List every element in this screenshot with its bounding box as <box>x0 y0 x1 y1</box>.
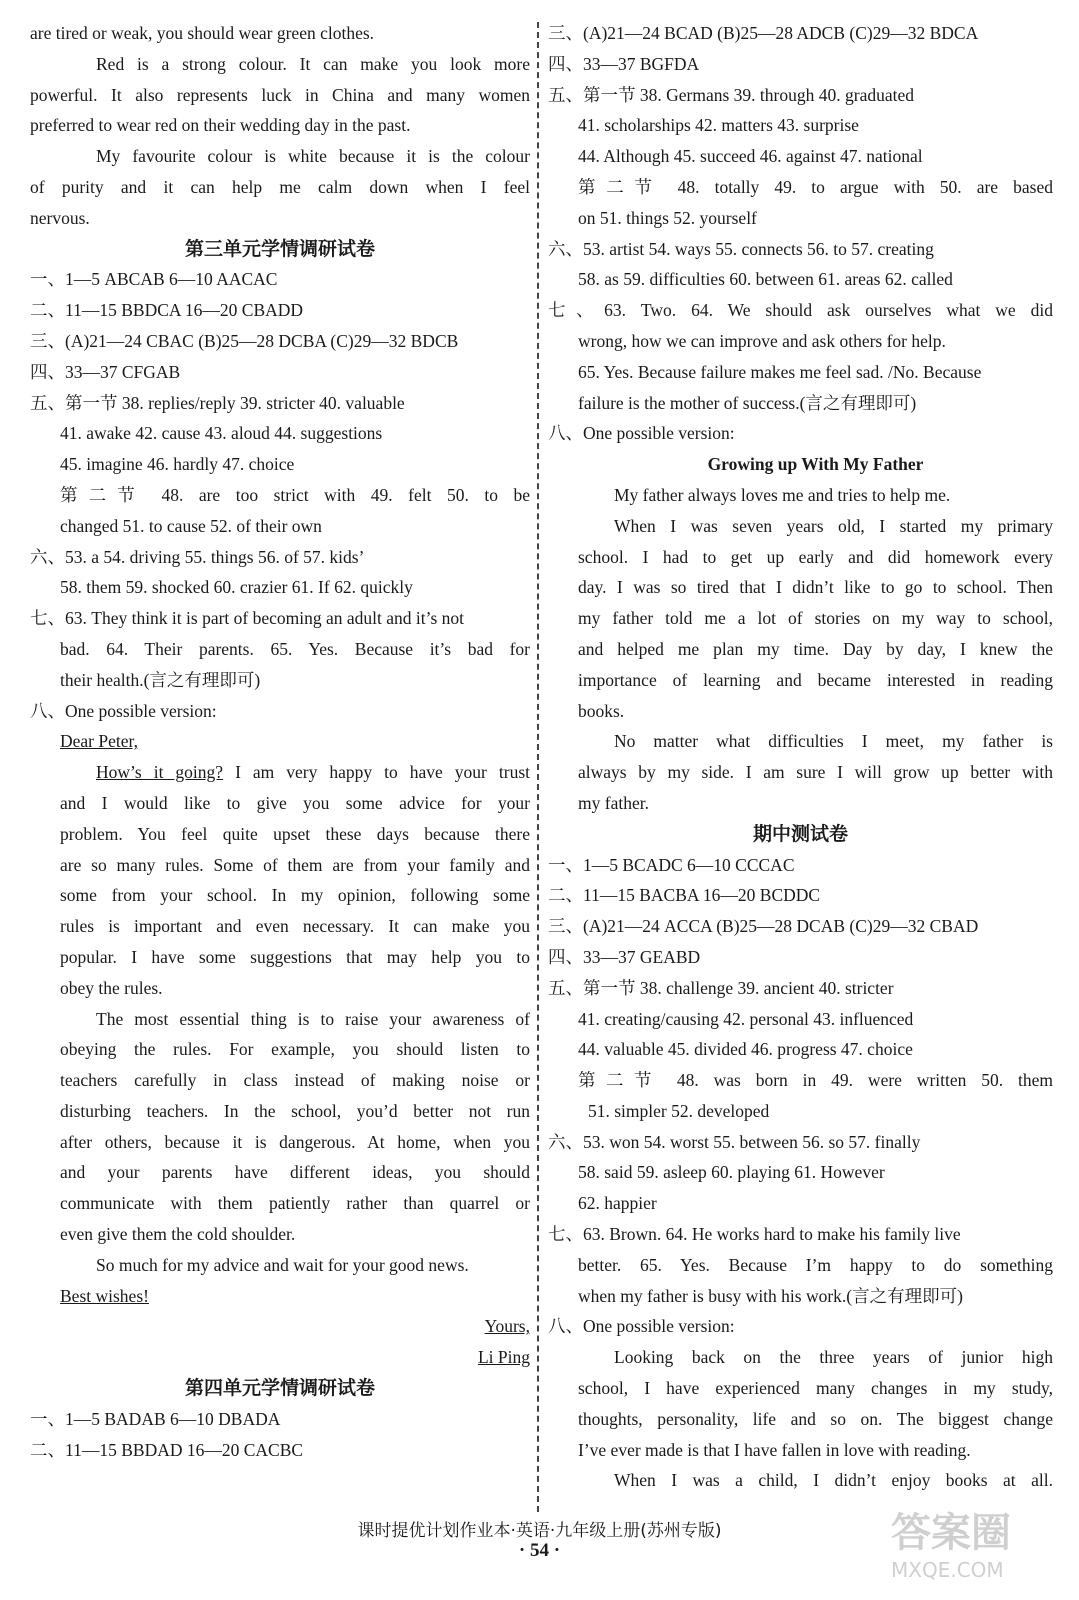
text-line: 二、11—15 BACBA 16—20 BCDDC <box>548 885 821 906</box>
column-divider <box>537 22 539 1512</box>
text-line: 第二节 48. totally 49. to argue with 50. are based <box>578 176 1053 197</box>
section-title: 第三单元学情调研试卷 <box>184 237 375 260</box>
text-line: 第二节 48. are too strict with 49. felt 50. to be <box>60 484 530 505</box>
text-line: and your parents have different ideas, you should <box>60 1162 530 1183</box>
text-line: 44. valuable 45. divided 46. progress 47. choice <box>578 1039 913 1060</box>
text-line: So much for my advice and wait for your good news. <box>96 1254 469 1275</box>
text-line: bad. 64. Their parents. 65. Yes. Because it’s bad for <box>60 638 530 659</box>
text-line: popular. I have some suggestions that may help you to <box>60 946 530 967</box>
text-line: rules is important and even necessary. It can make you <box>60 916 530 937</box>
text-line: 五、第一节 38. challenge 39. ancient 40. stricter <box>548 977 894 998</box>
text-line: 41. creating/causing 42. personal 43. influenced <box>578 1008 914 1029</box>
text-line: 一、1—5 BADAB 6—10 DBADA <box>30 1408 281 1429</box>
text-line: 三、(A)21—24 CBAC (B)25—28 DCBA (C)29—32 BDCB <box>30 330 459 351</box>
text-line: after others, because it is dangerous. At home, when you <box>60 1131 530 1152</box>
text-line: 五、第一节 38. replies/reply 39. stricter 40. valuable <box>30 392 405 413</box>
text-line: When I was a child, I didn’t enjoy books at all. <box>614 1470 1053 1491</box>
text-line: wrong, how we can improve and ask others for help. <box>578 330 946 351</box>
text-line: 六、53. a 54. driving 55. things 56. of 57. kids’ <box>30 546 365 567</box>
text-line: of purity and it can help me calm down when I feel <box>30 176 530 197</box>
text-line: No matter what difficulties I meet, my father is <box>614 731 1053 752</box>
underlined-text: Li Ping <box>477 1347 530 1368</box>
text-line: 八、One possible version: <box>548 1316 735 1337</box>
text-line: 一、1—5 BCADC 6—10 CCCAC <box>548 854 795 875</box>
left-column <box>30 18 530 1465</box>
text-line <box>30 726 530 757</box>
text-line: 58. said 59. asleep 60. playing 61. However <box>578 1162 885 1183</box>
right-column <box>548 18 1053 1496</box>
text-line: school. I had to get up early and did homework every <box>578 546 1053 567</box>
text-line: 62. happier <box>578 1193 657 1214</box>
text-line: 七、63. They think it is part of becoming an adult and it’s not <box>30 608 465 629</box>
text-line: 四、33—37 GEABD <box>548 946 701 967</box>
text-line: importance of learning and became interested in reading <box>578 669 1053 690</box>
text-line: are so many rules. Some of them are from your family and <box>60 854 530 875</box>
text-line: teachers carefully in class instead of making noise or <box>60 1070 530 1091</box>
watermark-logo <box>891 1508 1061 1588</box>
text-line: problem. You feel quite upset these days because there <box>60 823 530 844</box>
text-line: 七、63. Brown. 64. He works hard to make his family live <box>548 1224 961 1245</box>
text-line <box>30 1342 530 1373</box>
text-line: obeying the rules. For example, you should listen to <box>60 1039 530 1060</box>
text-line: preferred to wear red on their wedding day in the past. <box>30 115 411 136</box>
text-line: thoughts, personality, life and so on. The biggest change <box>578 1408 1053 1429</box>
text-line: I’ve ever made is that I have fallen in love with reading. <box>578 1439 971 1460</box>
text-line: on 51. things 52. yourself <box>578 207 757 228</box>
text-line: better. 65. Yes. Because I’m happy to do something <box>578 1254 1053 1275</box>
text-line: The most essential thing is to raise your awareness of <box>96 1008 530 1029</box>
text-line: nervous. <box>30 207 90 228</box>
text-line: communicate with them patiently rather than quarrel or <box>60 1193 530 1214</box>
text-line: 45. imagine 46. hardly 47. choice <box>60 454 295 475</box>
text-line: 六、53. artist 54. ways 55. connects 56. to 57. creating <box>548 238 934 259</box>
text-line: 58. as 59. difficulties 60. between 61. areas 62. called <box>578 269 953 290</box>
text-line: some from your school. In my opinion, following some <box>60 885 530 906</box>
text-line: obey the rules. <box>60 977 163 998</box>
underlined-text: Best wishes! <box>60 1285 149 1306</box>
section-title: 第四单元学情调研试卷 <box>184 1377 375 1400</box>
text-line: 三、(A)21—24 BCAD (B)25—28 ADCB (C)29—32 BDCA <box>548 23 979 43</box>
text-line: 八、One possible version: <box>30 700 217 721</box>
text-line: failure is the mother of success.(言之有理即可) <box>578 392 917 413</box>
underlined-text: How’s it going? <box>96 762 224 783</box>
text-line: 四、33—37 CFGAB <box>30 361 181 382</box>
page-footer: 课时提优计划作业本·英语·九年级上册(苏州专版) <box>357 1521 722 1541</box>
text-line: 一、1—5 ABCAB 6—10 AACAC <box>30 269 278 290</box>
text-line: changed 51. to cause 52. of their own <box>60 515 322 536</box>
text-line: my father. <box>578 792 649 813</box>
text-line: when my father is busy with his work.(言之有理即可) <box>578 1285 963 1306</box>
text-line: 五、第一节 38. Germans 39. through 40. graduated <box>548 84 914 105</box>
underlined-text: Dear Peter, <box>60 731 139 752</box>
text-line: How’s it going? I am very happy to have your trust <box>96 762 530 783</box>
text-line: 八、One possible version: <box>548 423 735 444</box>
text-line: 二、11—15 BBDAD 16—20 CACBC <box>30 1439 304 1460</box>
text-line: disturbing teachers. In the school, you’d better not run <box>60 1100 530 1121</box>
text-line: 44. Although 45. succeed 46. against 47. national <box>578 146 923 167</box>
text-line: My father always loves me and tries to help me. <box>614 484 951 505</box>
text-line: 58. them 59. shocked 60. crazier 61. If 62. quickly <box>60 577 413 598</box>
text-line: 51. simpler 52. developed <box>588 1100 770 1121</box>
text-line: books. <box>578 700 625 721</box>
text-line <box>30 1281 530 1312</box>
text-line: 41. scholarships 42. matters 43. surprise <box>578 115 859 136</box>
text-line: 七、63. Two. 64. We should ask ourselves what we did <box>548 300 1053 321</box>
text-line: Red is a strong colour. It can make you look more <box>96 53 530 74</box>
text-line: 41. awake 42. cause 43. aloud 44. suggestions <box>60 423 383 444</box>
watermark-url: MXQE.COM <box>891 1558 1004 1582</box>
text-line: Growing up With My Father <box>707 454 924 475</box>
text-line: even give them the cold shoulder. <box>60 1224 296 1245</box>
text-line: When I was seven years old, I started my primary <box>614 515 1053 536</box>
text-line: school, I have experienced many changes in my study, <box>578 1378 1053 1399</box>
text-line: are tired or weak, you should wear green clothes. <box>30 23 375 43</box>
text-line: and I would like to give you some advice for your <box>60 792 530 813</box>
text-line: and helped me plan my time. Day by day, I knew the <box>578 638 1053 659</box>
page-number: · 54 · <box>518 1540 561 1561</box>
text-line: 65. Yes. Because failure makes me feel sad. /No. Because <box>578 361 982 382</box>
text-line <box>30 1311 530 1342</box>
text-line: Looking back on the three years of junior high <box>614 1347 1053 1368</box>
watermark-text: 答案圈 <box>891 1510 1011 1556</box>
text-line: 六、53. won 54. worst 55. between 56. so 57. finally <box>548 1131 921 1152</box>
text-line: 四、33—37 BGFDA <box>548 53 700 74</box>
text-line: always by my side. I am sure I will grow up better with <box>578 762 1053 783</box>
text-line: 三、(A)21—24 ACCA (B)25—28 DCAB (C)29—32 CBAD <box>548 916 979 937</box>
text-line: my father told me a lot of stories on my way to school, <box>578 608 1053 629</box>
text-line: day. I was so tired that I didn’t like to go to school. Then <box>578 577 1053 598</box>
text-line: 二、11—15 BBDCA 16—20 CBADD <box>30 300 304 321</box>
text-line: My favourite colour is white because it is the colour <box>96 146 530 167</box>
underlined-text: Yours, <box>484 1316 530 1337</box>
section-title: 期中测试卷 <box>752 822 848 845</box>
text-line: their health.(言之有理即可) <box>60 669 261 690</box>
text-line: 第二节 48. was born in 49. were written 50. them <box>578 1070 1053 1091</box>
text-line: powerful. It also represents luck in China and many women <box>30 84 530 105</box>
